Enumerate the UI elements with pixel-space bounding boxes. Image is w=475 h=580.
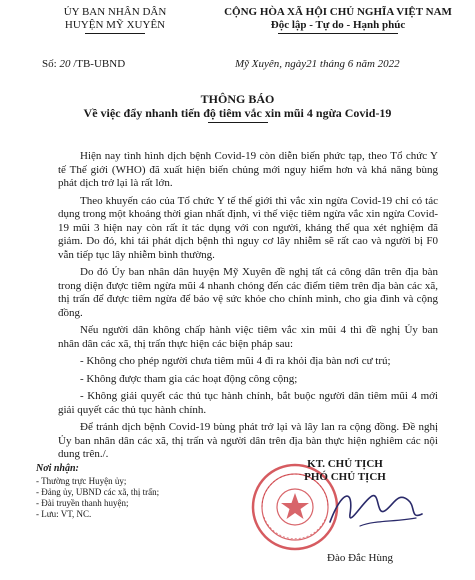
- title-subject: Về việc đẩy nhanh tiến độ tiêm vắc xin mũi 4 ngừa Covid-19: [83, 106, 392, 120]
- recipient-item: - Đài truyền thanh huyện;: [36, 498, 129, 508]
- body-paragraph-4: Nếu người dân không chấp hành việc tiêm vắc xin mũi 4 thì đề nghị Ủy ban nhân dân các xã, thị trấn thực hiện các biện pháp sau:: [58, 324, 438, 350]
- doc-number-value: 20: [59, 58, 71, 70]
- signer-name: Đào Đắc Hùng: [327, 552, 393, 564]
- date-day: 21: [306, 58, 318, 70]
- org-line-1: ỦY BAN NHÂN DÂN: [63, 6, 167, 18]
- date-place: Mỹ Xuyên, ngày: [235, 58, 307, 70]
- body-paragraph-2: Theo khuyến cáo của Tổ chức Y tế thế giới thì vắc xin ngừa Covid-19 chỉ có tác dụng trong một khoảng thời gian nhất định, vì thế việc tiêm ngừa vắc xin ngừa Covid-19 mũi 3 hiện nay còn rất ít tác dụng với con người, kháng thể qua xét nghiệm đã giảm. Do đó, khi tái phát dịch bệnh thì nguy cơ lây nhiễm sẽ rất cao và người bị F0 vẫn tiếp tục lây nhiễm bình thường.: [58, 194, 438, 261]
- recipient-item: - Lưu: VT, NC.: [36, 509, 92, 519]
- measure-item-3: - Không giải quyết các thủ tục hành chính, bắt buộc người dân tiêm mũi 4 mới giải quyết các thủ tục hành chính.: [58, 390, 438, 416]
- body-paragraph-3: Do đó Ủy ban nhân dân huyện Mỹ Xuyên đề nghị tất cả công dân trên địa bàn trong diện được tiêm ngừa mũi 4 nhanh chóng đến các điểm tiêm trên địa bàn các xã, thị trấn để được tiêm ngừa để bảo vệ sức khỏe cho chính mình, cho gia đình và cộng đồng.: [58, 266, 438, 319]
- recipient-item: - Đảng ủy, UBND các xã, thị trấn;: [36, 487, 160, 497]
- national-heading: [218, 6, 458, 34]
- issuing-authority: [30, 6, 200, 34]
- body-paragraph-5: Để tránh dịch bệnh Covid-19 bùng phát trở lại và lây lan ra cộng đồng. Đề nghị Ủy ban nhân dân các xã, thị trấn và người dân trên địa bàn thực hiện nghiêm các nội dung trên./.: [58, 421, 438, 460]
- sign-title-2: PHÓ CHỦ TỊCH: [304, 471, 386, 483]
- nation-underline: [278, 33, 398, 34]
- document-date: [235, 58, 400, 70]
- nation-line-1: CỘNG HÒA XÃ HỘI CHỦ NGHĨA VIỆT NAM: [224, 6, 452, 18]
- document-title: [0, 92, 475, 123]
- sign-title-1: KT. CHỦ TỊCH: [307, 458, 383, 470]
- body-paragraph-1: Hiện nay tình hình dịch bệnh Covid-19 còn diễn biến phức tạp, theo Tổ chức Y tế Thế giới (WHO) đã xuất hiện biến chủng mới nguy hiểm hơn và khả năng bùng phát dịch trở lại là rất lớn.: [58, 150, 438, 189]
- date-rest: tháng 6 năm 2022: [317, 58, 400, 70]
- measure-item-1: - Không cho phép người chưa tiêm mũi 4 đi ra khỏi địa bàn nơi cư trú;: [80, 355, 391, 367]
- nation-line-2: Độc lập - Tự do - Hạnh phúc: [270, 19, 406, 31]
- recipients-title: Nơi nhận:: [36, 463, 79, 474]
- recipient-item: - Thường trực Huyện ủy;: [36, 476, 127, 486]
- document-number: [42, 58, 125, 70]
- doc-number-prefix: Số:: [42, 58, 60, 70]
- document-body: [58, 150, 438, 466]
- org-underline: [85, 33, 145, 34]
- measure-item-2: - Không được tham gia các hoạt động công cộng;: [80, 372, 298, 385]
- handwritten-signature-icon: [320, 470, 430, 540]
- recipients-block: [36, 463, 216, 520]
- title-rule: [208, 122, 268, 123]
- org-line-2: HUYỆN MỸ XUYÊN: [64, 19, 166, 31]
- title-type: THÔNG BÁO: [200, 92, 275, 106]
- doc-number-suffix: /TB-UBND: [70, 58, 126, 70]
